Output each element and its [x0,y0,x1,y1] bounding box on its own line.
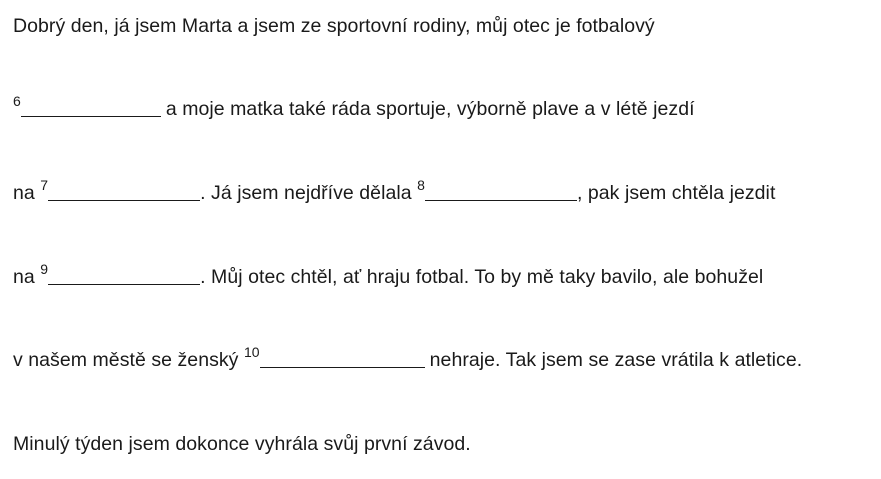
sentence-text: a moje matka také ráda sportuje, výborně plave a v létě jezdí [165,98,695,120]
sentence-text: na [13,266,35,288]
text-line-6 [13,432,471,456]
text-line-4 [13,261,764,289]
sentence-text: v našem městě se ženský [13,349,239,371]
sentence-text: . Můj otec chtěl, ať hraju fotbal. To by mě taky bavilo, ale bohužel [200,266,764,288]
text-line-5 [13,344,803,372]
gap-number-10: 10 [243,344,260,360]
answer-blank-7[interactable] [48,182,200,201]
text-line-1 [13,14,655,38]
sentence-text: Minulý týden jsem dokonce vyhrála svůj první závod. [13,433,471,455]
gap-number-7: 7 [40,177,49,193]
sentence-text: nehraje. Tak jsem se zase vrátila k atletice. [429,349,803,371]
gap-number-8: 8 [417,177,425,193]
sentence-text: Dobrý den, já jsem Marta a jsem ze sportovní rodiny, můj otec je fotbalový [13,15,655,37]
answer-blank-10[interactable] [260,349,425,368]
answer-blank-9[interactable] [48,266,200,285]
gap-number-9: 9 [40,261,49,277]
sentence-text: , pak jsem chtěla jezdit [576,182,776,204]
answer-blank-8[interactable] [425,182,577,201]
text-line-3 [13,177,776,205]
text-line-2 [13,93,695,121]
sentence-text: na [13,182,35,204]
gap-number-6: 6 [13,93,21,109]
sentence-text: . Já jsem nejdříve dělala [200,182,412,204]
answer-blank-6[interactable] [21,98,161,117]
